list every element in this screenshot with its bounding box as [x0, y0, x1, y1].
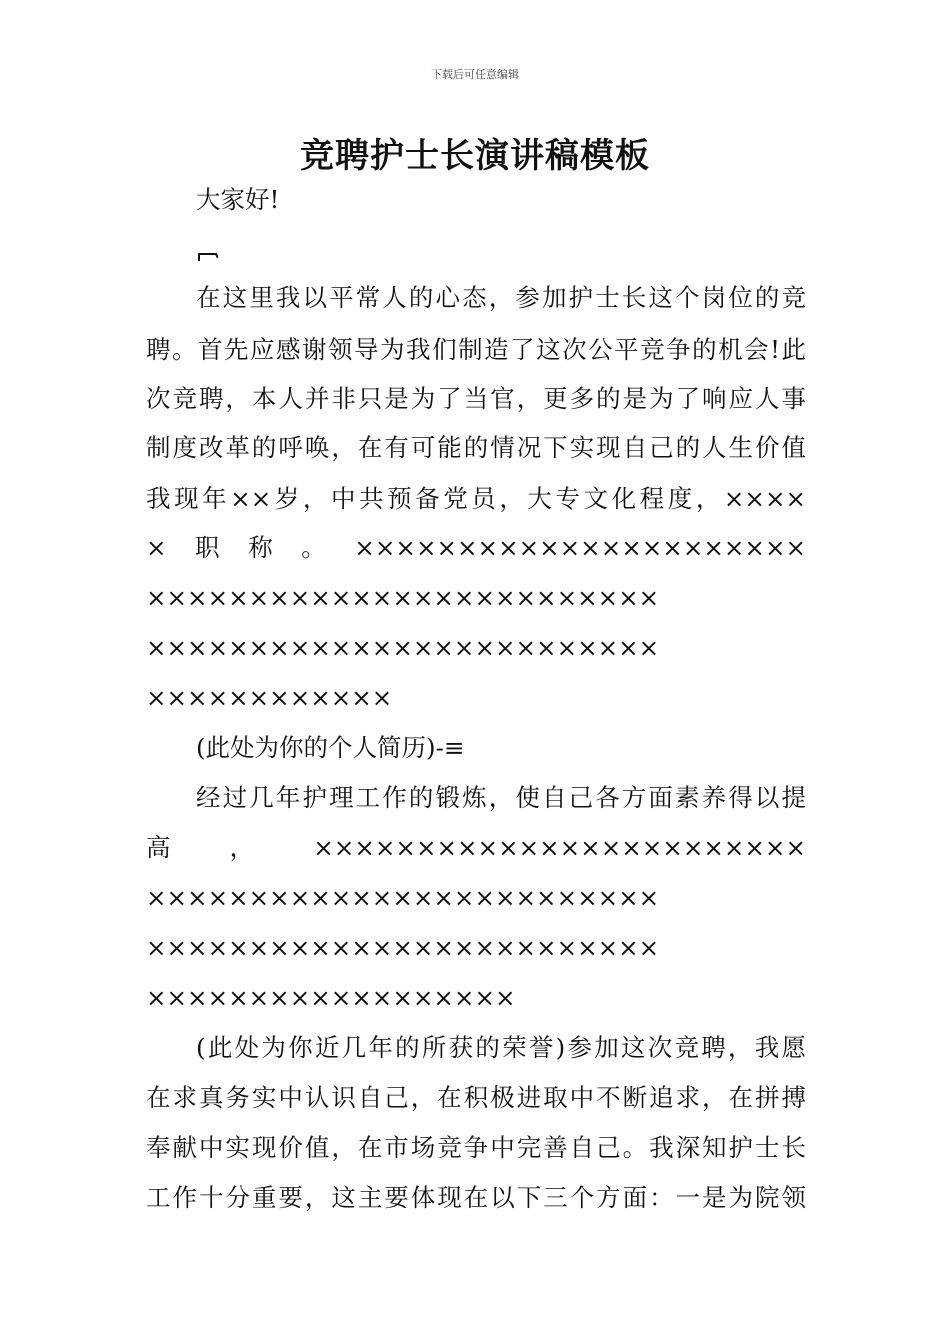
paragraph-line: ×职称。××××××××××××××××××××××	[146, 533, 806, 562]
paragraph-line: 制度改革的呼唤，在有可能的情况下实现自己的人生价值	[146, 433, 806, 462]
paragraph-line: ×××××××××××××××××××××××××	[146, 583, 660, 612]
paragraph-line: 高，××××××××××××××××××××××××	[146, 833, 806, 862]
paragraph-line: ××××××××××××	[146, 683, 393, 712]
paragraph-line: 工作十分重要，这主要体现在以下三个方面：一是为院领	[146, 1183, 806, 1212]
paragraph-line: 经过几年护理工作的锻炼，使自己各方面素养得以提	[196, 783, 806, 812]
paragraph-line: 聘。首先应感谢领导为我们制造了这次公平竞争的机会!此	[146, 335, 806, 364]
paragraph-line: ××××××××××××××××××	[146, 983, 516, 1012]
paragraph-line: 次竞聘，本人并非只是为了当官，更多的是为了响应人事	[146, 384, 806, 413]
paragraph-line: (此处为你近几年的所获的荣誉)参加这次竞聘，我愿	[196, 1033, 806, 1062]
paragraph-line: ×××××××××××××××××××××××××	[146, 883, 660, 912]
paragraph-line: ×××××××××××××××××××××××××	[146, 933, 660, 962]
note-line: (此处为你的个人简历)-≡	[196, 733, 465, 762]
page-header: 下载后可任意编辑	[431, 68, 519, 81]
document-title: 竞聘护士长演讲稿模板	[300, 136, 650, 176]
paragraph-line: ×××××××××××××××××××××××××	[146, 633, 660, 662]
section-mark-glyph	[198, 252, 218, 262]
paragraph-line: 在这里我以平常人的心态，参加护士长这个岗位的竞	[196, 283, 806, 312]
paragraph-line: 奉献中实现价值，在市场竞争中完善自己。我深知护士长	[146, 1133, 806, 1162]
paragraph-line: 我现年××岁，中共预备党员，大专文化程度，××××	[146, 484, 806, 513]
greeting-line: 大家好!	[196, 185, 280, 214]
paragraph-line: 在求真务实中认识自己，在积极进取中不断追求，在拼搏	[146, 1083, 806, 1112]
